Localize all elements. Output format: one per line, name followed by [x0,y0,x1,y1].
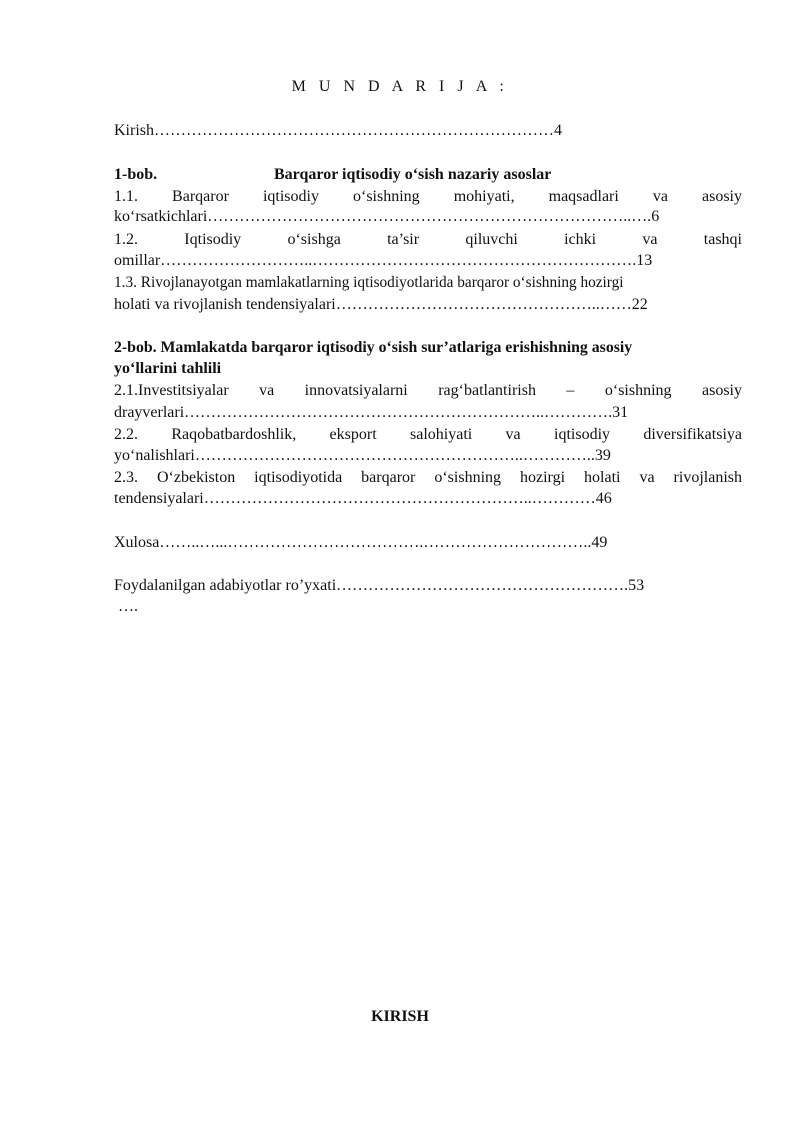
contents-title: M U N D A R I J A : [291,78,509,95]
toc-conclusion: Xulosa……..…...……………………………….…………………………..49 [114,534,608,551]
toc-item-2-3-line2: tendensiyalari……………………………………………………..…………46 [114,490,612,507]
chapter2-heading-line2: yo‘llarini tahlili [114,360,222,377]
toc-item-1-3-line2: holati va rivojlanish tendensiyalari…………………………………………..……22 [114,296,648,313]
toc-item-2-2-line1: 2.2. Raqobatbardoshlik, eksport salohiyati va iqtisodiy diversifikatsiya [114,426,742,443]
chapter1-heading [114,165,742,185]
chapter1-number: 1-bob. [114,166,158,183]
toc-references: Foydalanilgan adabiyotlar ro’yxati……………………………………………….53 [114,577,645,594]
toc-item-1-3-line1: 1.3. Rivojlanayotgan mamlakatlarning iqtisodiyotlarida barqaror o‘sishning hozirgi [114,274,624,291]
toc-item-2-1-line1: 2.1.Investitsiyalar va innovatsiyalarni rag‘batlantirish – o‘sishning asosiy [114,382,742,399]
toc-item-1-2-line1: 1.2. Iqtisodiy o‘sishga ta’sir qiluvchi ichki va tashqi [114,231,742,248]
section-heading-kirish: KIRISH [371,1008,429,1025]
toc-item-2-2-line2: yo‘nalishlari……………………………………………………..…………..39 [114,447,611,464]
chapter2-heading-line1: 2-bob. Mamlakatda barqaror iqtisodiy o‘sish sur’atlariga erishishning asosiy [114,339,633,356]
toc-intro: Kirish…………………………………………………………………4 [114,122,562,139]
chapter1-title: Barqaror iqtisodiy o‘sish nazariy asoslar [274,166,552,183]
toc-item-2-3-line1: 2.3. O‘zbekiston iqtisodiyotida barqaror o‘sishning hozirgi holati va rivojlanish [114,469,742,486]
toc-item-1-1-line1: 1.1. Barqaror iqtisodiy o‘sishning mohiyati, maqsadlari va asosiy [114,188,742,205]
toc-item-1-2-line2: omillar………………………..…………………………………………………….13 [114,252,653,269]
toc-item-2-1-line2: drayverlari…………………………………………………………..………….31 [114,404,629,421]
toc-item-1-1-line2: ko‘rsatkichlari……………………………………………………………………..….6 [114,208,660,225]
toc-references-trail: …. [118,598,138,615]
